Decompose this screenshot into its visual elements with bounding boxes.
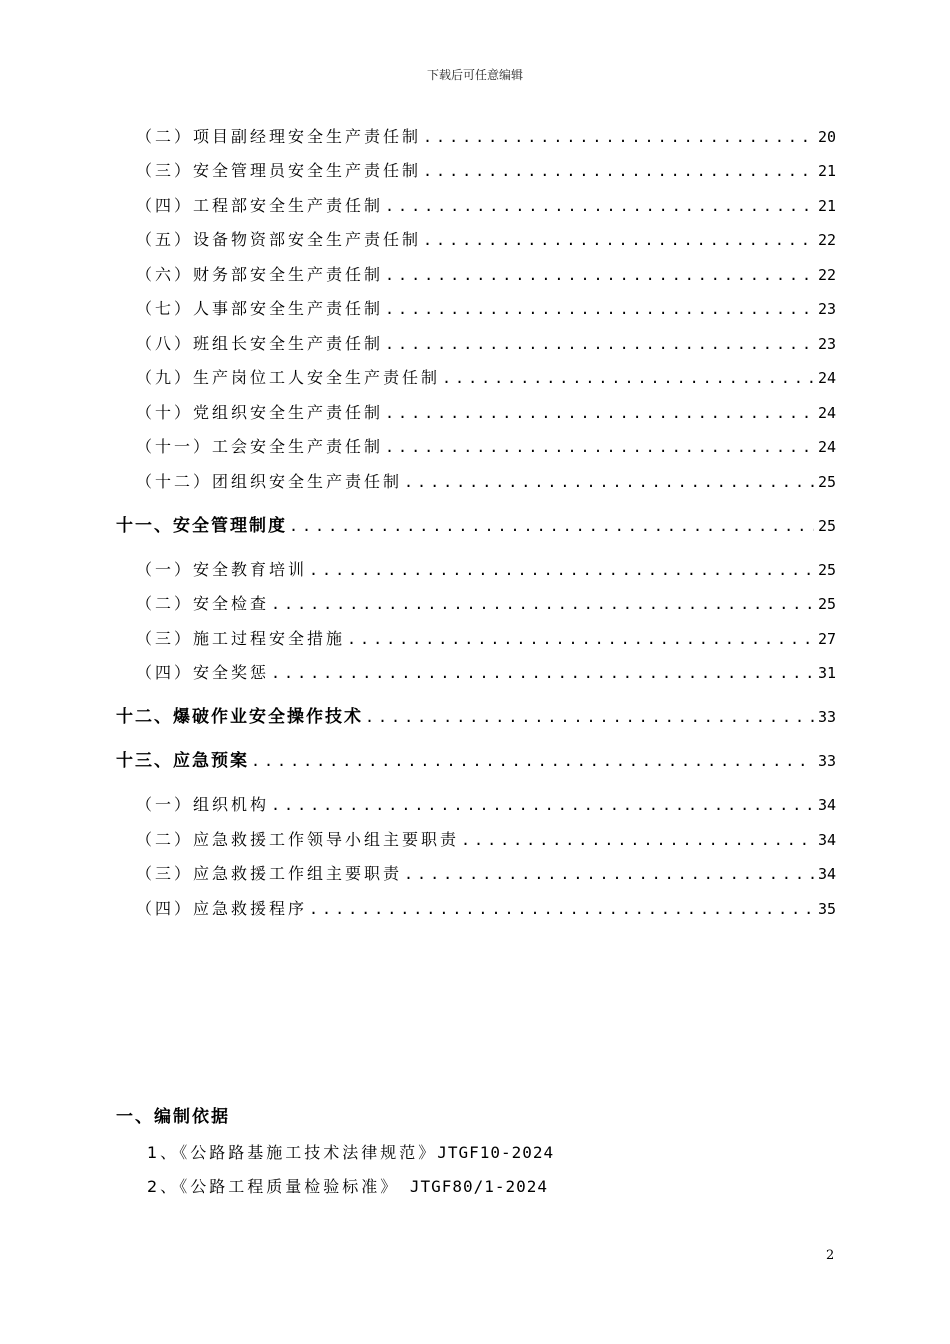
basis-item-title: 《公路路基施工技术法律规范》 xyxy=(179,1143,438,1162)
toc-page-number: 25 xyxy=(817,517,836,535)
toc-leader-dots xyxy=(365,704,814,730)
toc-leader-dots xyxy=(385,400,814,426)
toc-page-number: 23 xyxy=(817,300,836,318)
basis-item-number: 2、 xyxy=(147,1177,180,1196)
basis-item-code: JTGF10-2024 xyxy=(437,1143,555,1162)
toc-entry-label: 十二、爆破作业安全操作技术 xyxy=(116,707,363,727)
toc-leader-dots xyxy=(385,193,814,219)
toc-entry[interactable] xyxy=(136,827,836,853)
toc-leader-dots xyxy=(309,557,814,583)
toc-page-number: 33 xyxy=(817,708,836,726)
basis-item xyxy=(147,1174,548,1197)
toc-leader-dots xyxy=(404,861,814,887)
toc-entry[interactable] xyxy=(136,296,836,322)
toc-entry[interactable] xyxy=(136,331,836,357)
toc-page-number: 33 xyxy=(817,752,836,770)
toc-leader-dots xyxy=(251,748,814,774)
toc-entry-label: （三）施工过程安全措施 xyxy=(136,629,346,648)
toc-chapter-entry[interactable] xyxy=(116,704,836,730)
toc-entry[interactable] xyxy=(136,227,836,253)
page-header: 下载后可任意编辑 xyxy=(426,68,523,82)
toc-page-number: 25 xyxy=(817,595,836,613)
toc-entry-label: （二）项目副经理安全生产责任制 xyxy=(136,127,422,146)
toc-leader-dots xyxy=(385,331,814,357)
toc-page-number: 22 xyxy=(817,266,836,284)
toc-page-number: 27 xyxy=(817,630,836,648)
toc-page-number: 31 xyxy=(817,664,836,682)
toc-entry-label: （十一）工会安全生产责任制 xyxy=(136,437,384,456)
toc-entry[interactable] xyxy=(136,469,836,495)
toc-leader-dots xyxy=(404,469,814,495)
toc-chapter-entry[interactable] xyxy=(116,748,836,774)
toc-entry[interactable] xyxy=(136,124,836,150)
toc-entry-label: （十二）团组织安全生产责任制 xyxy=(136,472,403,491)
toc-page-number: 21 xyxy=(817,197,836,215)
toc-leader-dots xyxy=(385,296,814,322)
toc-page-number: 24 xyxy=(817,404,836,422)
toc-page-number: 23 xyxy=(817,335,836,353)
toc-entry[interactable] xyxy=(136,626,836,652)
toc-page-number: 25 xyxy=(817,473,836,491)
toc-entry-label: （三）安全管理员安全生产责任制 xyxy=(136,161,422,180)
toc-entry-label: （三）应急救援工作组主要职责 xyxy=(136,864,403,883)
toc-entry[interactable] xyxy=(136,193,836,219)
toc-entry[interactable] xyxy=(136,434,836,460)
toc-page-number: 34 xyxy=(817,831,836,849)
toc-entry-label: （六）财务部安全生产责任制 xyxy=(136,265,384,284)
toc-entry-label: （七）人事部安全生产责任制 xyxy=(136,299,384,318)
toc-entry-label: （八）班组长安全生产责任制 xyxy=(136,334,384,353)
toc-leader-dots xyxy=(271,792,814,818)
toc-entry[interactable] xyxy=(136,262,836,288)
toc-leader-dots xyxy=(423,227,814,253)
toc-entry[interactable] xyxy=(136,400,836,426)
toc-leader-dots xyxy=(309,896,814,922)
toc-entry-label: （四）安全奖惩 xyxy=(136,663,270,682)
toc-entry[interactable] xyxy=(136,158,836,184)
toc-entry-label: （二）安全检查 xyxy=(136,594,270,613)
section-heading: 一、编制依据 xyxy=(116,1107,230,1127)
toc-leader-dots xyxy=(271,591,814,617)
toc-leader-dots xyxy=(385,262,814,288)
toc-leader-dots xyxy=(442,365,814,391)
toc-entry-label: 十一、安全管理制度 xyxy=(116,516,287,536)
toc-entry[interactable] xyxy=(136,792,836,818)
toc-chapter-entry[interactable] xyxy=(116,513,836,539)
toc-entry[interactable] xyxy=(136,896,836,922)
basis-item-code: JTGF80/1-2024 xyxy=(399,1177,549,1196)
toc-page-number: 20 xyxy=(817,128,836,146)
toc-page-number: 34 xyxy=(817,865,836,883)
toc-page-number: 35 xyxy=(817,900,836,918)
toc-entry[interactable] xyxy=(136,557,836,583)
basis-item xyxy=(147,1140,554,1163)
toc-entry-label: （十）党组织安全生产责任制 xyxy=(136,403,384,422)
toc-entry-label: （四）应急救援程序 xyxy=(136,899,308,918)
toc-entry-label: （一）组织机构 xyxy=(136,795,270,814)
toc-leader-dots xyxy=(423,158,814,184)
toc-leader-dots xyxy=(423,124,814,150)
toc-page-number: 24 xyxy=(817,438,836,456)
toc-page-number: 34 xyxy=(817,796,836,814)
toc-entry-label: 十三、应急预案 xyxy=(116,751,249,771)
toc-page-number: 25 xyxy=(817,561,836,579)
toc-entry-label: （九）生产岗位工人安全生产责任制 xyxy=(136,368,441,387)
basis-item-number: 1、 xyxy=(147,1143,180,1162)
toc-leader-dots xyxy=(271,660,814,686)
toc-leader-dots xyxy=(289,513,814,539)
toc-page-number: 24 xyxy=(817,369,836,387)
toc-leader-dots xyxy=(385,434,814,460)
toc-entry[interactable] xyxy=(136,861,836,887)
toc-entry-label: （五）设备物资部安全生产责任制 xyxy=(136,230,422,249)
toc-page-number: 22 xyxy=(817,231,836,249)
toc-entry[interactable] xyxy=(136,660,836,686)
toc-entry-label: （四）工程部安全生产责任制 xyxy=(136,196,384,215)
basis-item-title: 《公路工程质量检验标准》 xyxy=(179,1177,400,1196)
toc-leader-dots xyxy=(347,626,814,652)
toc-entry[interactable] xyxy=(136,591,836,617)
toc-page-number: 21 xyxy=(817,162,836,180)
toc-entry[interactable] xyxy=(136,365,836,391)
toc-leader-dots xyxy=(461,827,814,853)
page-number: 2 xyxy=(826,1248,835,1263)
toc-entry-label: （二）应急救援工作领导小组主要职责 xyxy=(136,830,460,849)
toc-entry-label: （一）安全教育培训 xyxy=(136,560,308,579)
